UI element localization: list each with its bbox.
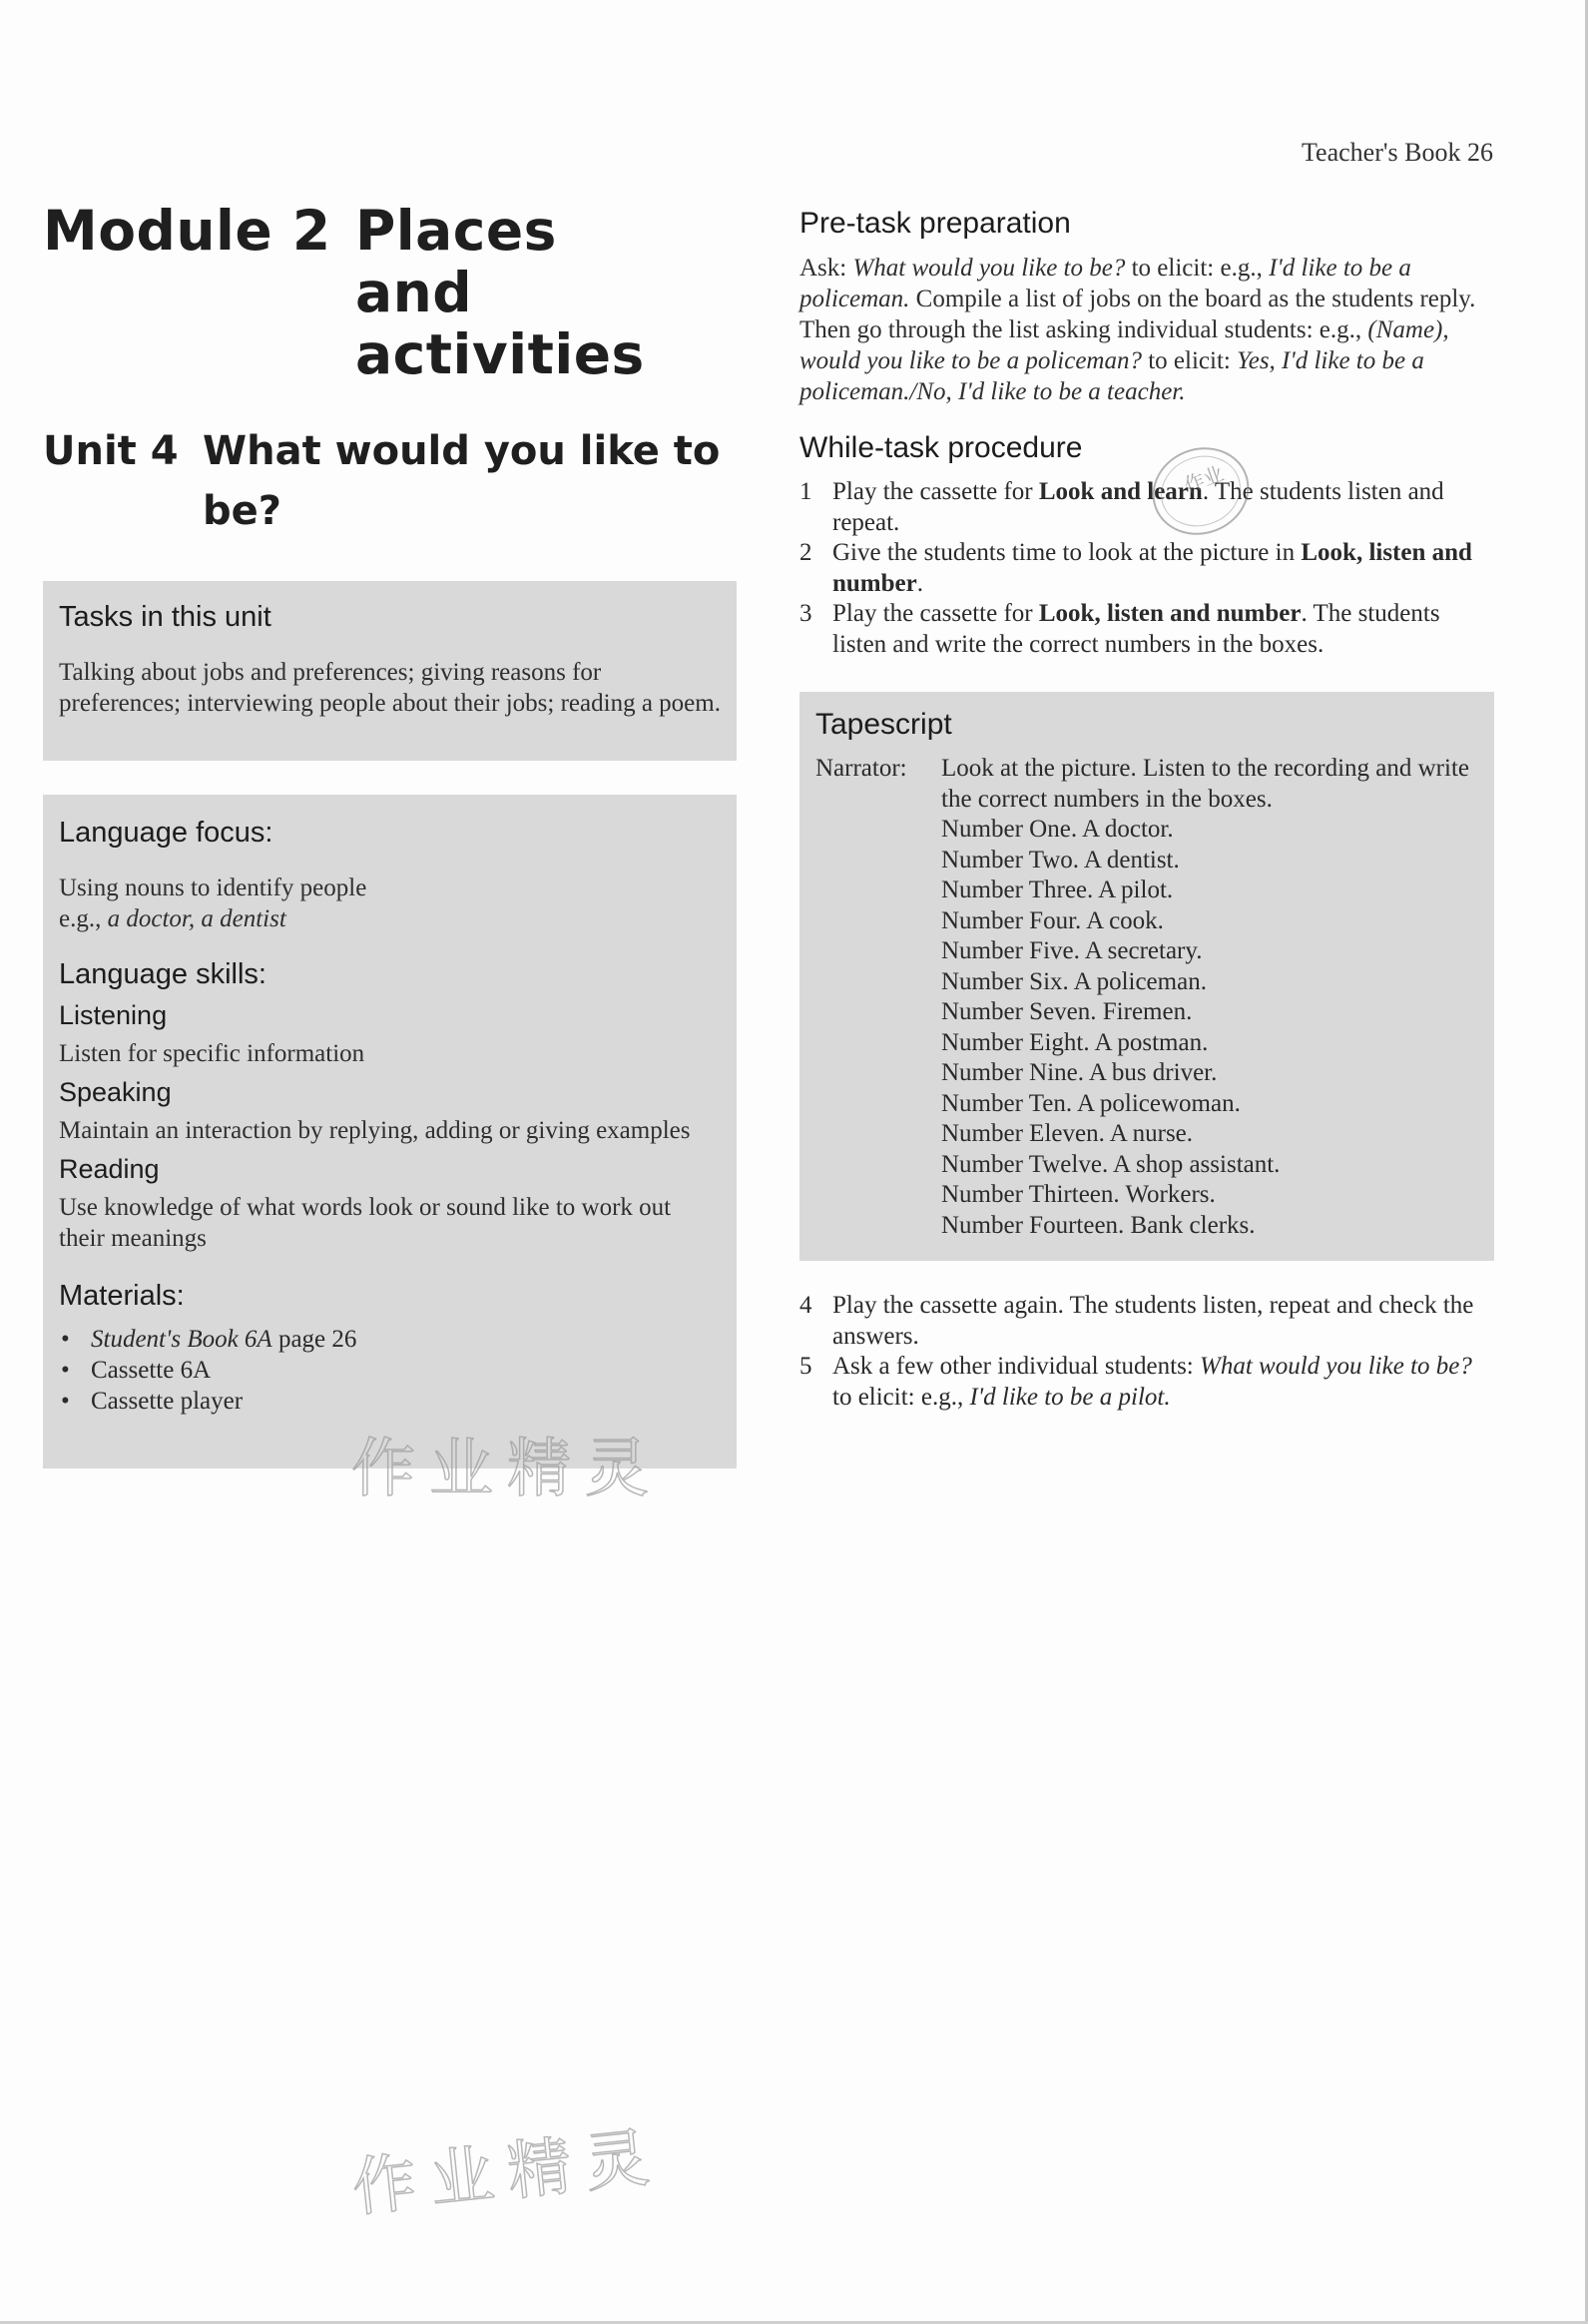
tapescript-row [815,754,1478,1241]
while-task-heading: While-task procedure [799,431,1083,464]
tape-line: Number Three. A pilot. [941,876,1174,903]
tapescript-box [799,692,1494,1261]
text-run: Look and learn [1038,478,1203,505]
item-text: Play the cassette again. The students listen, repeat and check the answers. [832,1292,1474,1350]
tape-line: Number Eleven. A nurse. [941,1120,1194,1147]
book-title: Student's Book 6A [91,1326,272,1353]
text-run: to elicit: [1141,347,1238,374]
tape-line: Number Ten. A policewoman. [941,1089,1241,1117]
listening-heading: Listening [59,1000,168,1030]
book-page: page 26 [271,1326,357,1353]
text-run: I'd like to be a policeman. [799,255,1411,312]
text-run: Play the cassette for [832,478,1039,505]
reading-heading: Reading [59,1154,160,1184]
listening-text: Listen for specific information [59,1040,365,1067]
unit-title [43,421,737,541]
item-text [832,538,1494,599]
item-text [832,1352,1494,1413]
language-focus-line: Using nouns to identify people [59,874,367,901]
item-number: 2 [799,539,812,566]
text-run: Look, listen and number [1038,600,1302,627]
text-run: What would you like to be? [852,255,1126,282]
module-label: Module 2 [43,199,331,263]
module-title [43,200,737,385]
list-item: • Cassette 6A [59,1355,721,1386]
text-run: to elicit: e.g., [1125,255,1270,282]
item-number: 1 [799,478,812,505]
tape-line: Number One. A doctor. [941,816,1174,843]
watermark: 作业精灵 [348,2119,667,2227]
tape-line: Number Eight. A postman. [941,1028,1209,1056]
tapescript-heading: Tapescript [815,708,952,741]
text-run: What would you like to be? [1200,1353,1472,1380]
unit-name: What would you like to be? [203,428,721,534]
watermark: 作业精灵 [351,1433,663,1506]
list-item: • Cassette player [59,1386,721,1417]
page-header: Teacher's Book 26 [1301,138,1493,167]
tape-line: Number Seven. Firemen. [941,998,1193,1025]
list-item [799,599,1494,660]
list-item [799,1352,1494,1413]
text-run: . [916,569,923,597]
text-run: Yes, I'd like to be a policeman./No, I'd like to be a teacher. [799,347,1424,405]
list-item [799,538,1494,599]
text-run: I'd like to be a pilot. [969,1383,1171,1411]
example-words: a doctor, a dentist [107,905,286,932]
language-box [43,795,737,1468]
tasks-box [43,581,737,761]
tapescript-lines [941,754,1478,1241]
reading-text: Use knowledge of what words look or sound like to work out their meanings [59,1194,672,1252]
text-run: Ask: [799,255,853,282]
text-run: Look, listen and number [832,539,1472,597]
tasks-heading: Tasks in this unit [59,601,271,633]
text-run: (Name), would you like to be a policeman? [799,316,1449,374]
list-item [59,1324,721,1355]
example-prefix: e.g., [59,905,102,932]
speaking-text: Maintain an interaction by replying, adding or giving examples [59,1117,691,1144]
tasks-text: Talking about jobs and preferences; giving reasons for preferences; interviewing people about their jobs; reading a poem. [59,659,721,717]
pre-task-text [799,253,1494,407]
tape-line: Number Fourteen. Bank clerks. [941,1211,1256,1239]
right-column [799,205,1494,1413]
list-item [799,1291,1494,1352]
materials-heading: Materials: [59,1280,185,1312]
tape-line: Number Thirteen. Workers. [941,1181,1216,1208]
tape-line: Number Five. A secretary. [941,937,1203,964]
tape-line: Number Six. A policeman. [941,967,1207,995]
text-run: Ask a few other individual students: [832,1353,1200,1380]
text-run: to elicit: e.g., [832,1383,970,1411]
speaker-label: Narrator: [815,755,907,782]
stamp-icon [1146,436,1256,546]
materials-list [59,1324,721,1417]
unit-label: Unit 4 [43,428,179,474]
text-run: . The students listen and repeat. [832,478,1444,536]
module-name: Places and activities [355,199,645,386]
pre-task-heading: Pre-task preparation [799,207,1071,240]
text-run: Give the students time to look at the picture in [832,539,1302,566]
item-number: 4 [799,1292,812,1319]
tape-line: Number Twelve. A shop assistant. [941,1150,1281,1178]
stamp-text: 作业 [1181,461,1228,498]
item-text [832,599,1494,660]
language-focus-heading: Language focus: [59,817,273,849]
language-focus-example [59,903,721,934]
tape-line: Number Two. A dentist. [941,846,1180,873]
speaking-heading: Speaking [59,1077,172,1107]
tape-line: Look at the picture. Listen to the recording and write the correct numbers in the boxes. [941,755,1469,813]
text-run: . The students listen and write the correct numbers in the boxes. [832,600,1440,658]
item-number: 5 [799,1353,812,1380]
text-run: Play the cassette for [832,600,1039,627]
item-number: 3 [799,600,812,627]
text-run: Compile a list of jobs on the board as the students reply. Then go through the list asking individual students: e.g., [799,286,1476,343]
left-column [43,200,737,1468]
language-skills-heading: Language skills: [59,958,266,990]
post-list [799,1291,1494,1413]
tape-line: Number Nine. A bus driver. [941,1059,1218,1086]
tape-line: Number Four. A cook. [941,906,1164,934]
